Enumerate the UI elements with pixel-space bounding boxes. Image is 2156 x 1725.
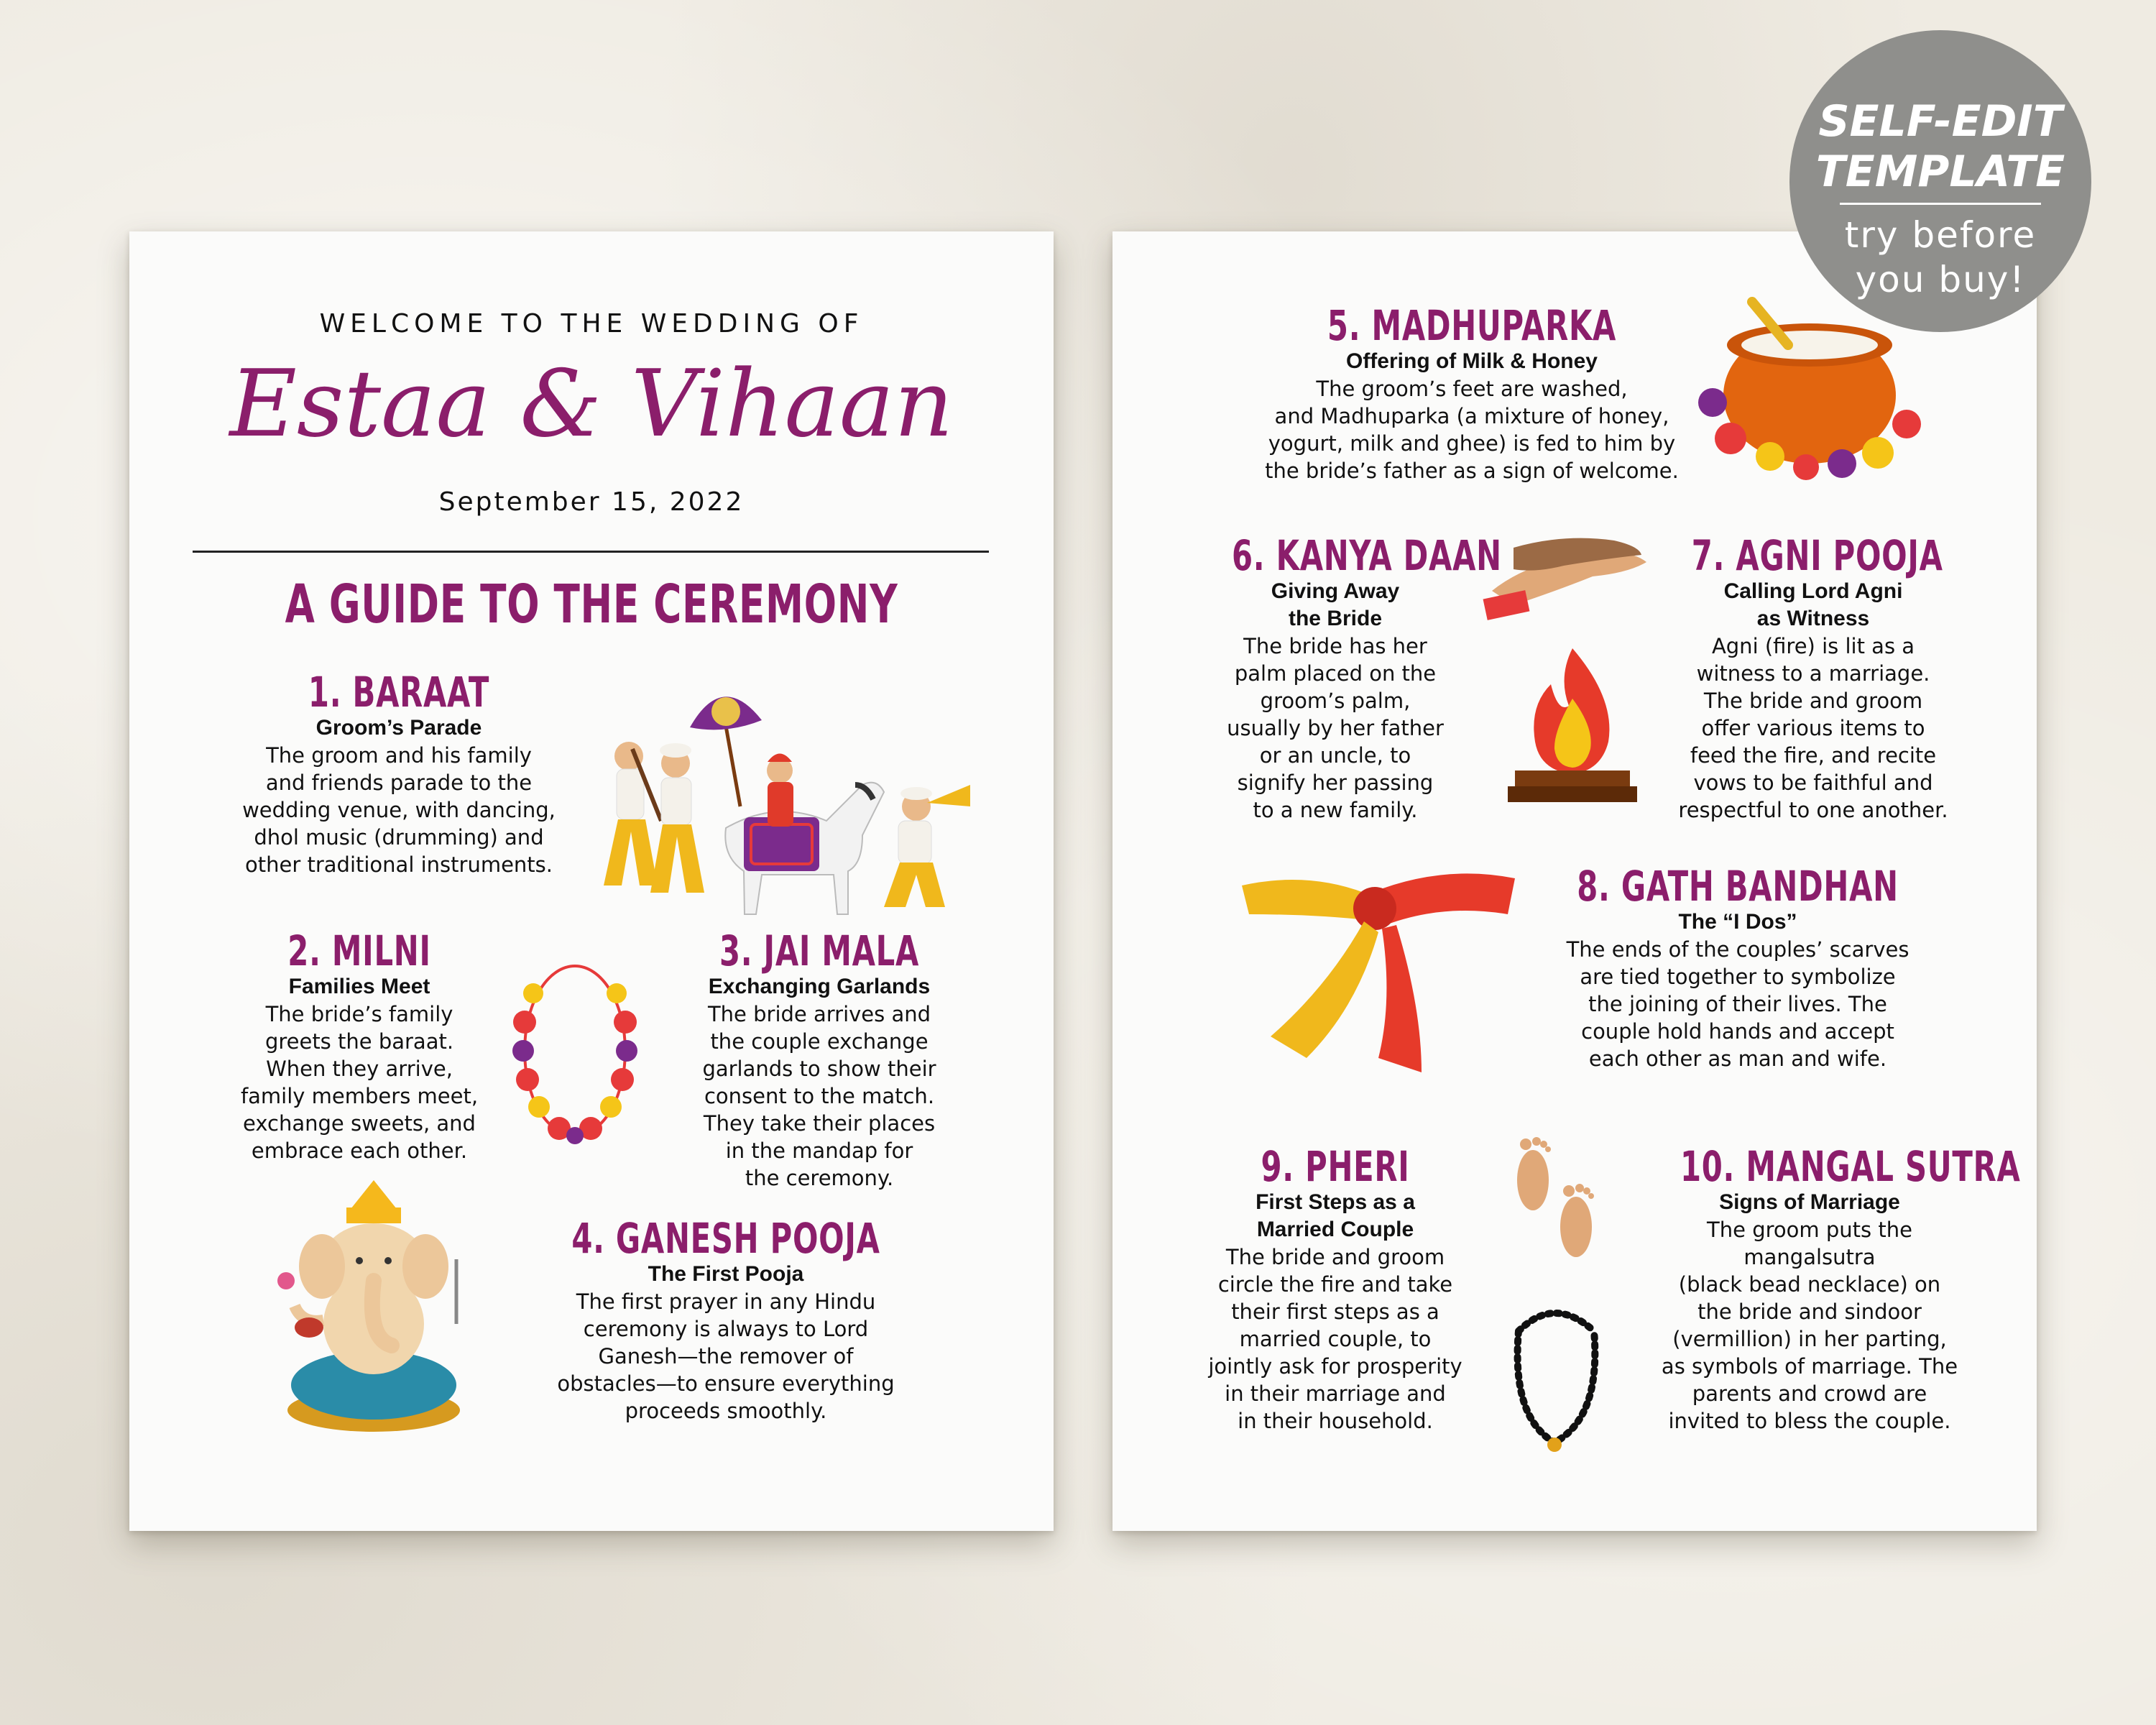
- section-title: 9. PHERI: [1261, 1142, 1410, 1191]
- section-body: The ends of the couples’ scarves are tied together to symbolize the joining of their lives. The couple hold hands and accept each other as man and wife.: [1566, 937, 1909, 1071]
- section-madhuparka: [1213, 303, 1731, 484]
- section-body: The first prayer in any Hindu ceremony is always to Lord Ganesh—the remover of obstacles—to ensure everything proceeds smoothly.: [557, 1289, 895, 1423]
- section-title: 5. MADHUPARKA: [1327, 301, 1617, 350]
- section-agni-pooja: [1644, 533, 1982, 824]
- divider: [193, 551, 989, 553]
- badge-line1: SELF-EDIT: [1818, 96, 2063, 147]
- section-title: 6. KANYA DAAN: [1232, 531, 1502, 580]
- section-subtitle: Groom’s Parade: [315, 716, 482, 740]
- black-bead-necklace-icon: [1504, 1288, 1612, 1460]
- section-title: 3. JAI MALA: [719, 926, 920, 975]
- couple-names: Estaa & Vihaan: [229, 351, 954, 458]
- section-ganesh-pooja: [503, 1216, 949, 1425]
- section-body: The bride’s family greets the baraat. When they arrive, family members meet, exchange sweets, and embrace each other.: [240, 1002, 479, 1163]
- section-body: The groom and his family and friends parade to the wedding venue, with dancing, dhol music (drumming) and other traditional instruments.: [242, 743, 556, 877]
- section-title: 4. GANESH POOJA: [571, 1214, 880, 1263]
- wedding-date: September 15, 2022: [438, 487, 745, 517]
- section-gath-bandhan: [1501, 864, 1975, 1072]
- section-subtitle: Families Meet: [288, 975, 430, 998]
- ganesh-icon: [266, 1180, 496, 1439]
- section-body: Agni (fire) is lit as a witness to a marriage. The bride and groom offer various items to feed the fire, and recite vows to be faithful and respectful to one another.: [1678, 634, 1948, 822]
- section-subtitle: The First Pooja: [648, 1262, 804, 1286]
- badge-line4: you buy!: [1855, 259, 2026, 300]
- section-subtitle: First Steps as a Married Couple: [1256, 1190, 1415, 1241]
- section-pheri: [1184, 1144, 1486, 1435]
- badge-divider: [1840, 203, 2041, 205]
- hands-icon: [1485, 533, 1650, 620]
- section-jai-mala: [661, 926, 977, 1192]
- section-body: The bride arrives and the couple exchange garlands to show their consent to the match. They take their places in the mandap for the ceremony.: [702, 1002, 936, 1190]
- badge-line3: try before: [1844, 214, 2037, 256]
- footprints-icon: [1501, 1123, 1608, 1274]
- baraat-parade-icon: [589, 677, 977, 914]
- section-subtitle: Signs of Marriage: [1719, 1190, 1900, 1214]
- section-baraat: [198, 670, 600, 878]
- section-body: The groom’s feet are washed, and Madhuparka (a mixture of honey, yogurt, milk and ghee) is fed to him by the bride’s father as a sign of welcome.: [1265, 377, 1679, 483]
- section-subtitle: The “I Dos”: [1678, 910, 1797, 934]
- program-card-left: [129, 231, 1054, 1531]
- section-mangal-sutra: [1630, 1142, 2021, 1435]
- section-body: The bride has her palm placed on the groom’s palm, usually by her father or an uncle, to signify her passing to a new family.: [1227, 634, 1444, 822]
- section-title: 7. AGNI POOJA: [1691, 531, 1943, 580]
- section-body: The bride and groom circle the fire and take their first steps as a married couple, to jointly ask for prosperity in their marriage and in their household.: [1208, 1245, 1462, 1433]
- tied-scarves-icon: [1242, 864, 1515, 1080]
- badge-line2: TEMPLATE: [1815, 147, 2065, 197]
- section-subtitle: Offering of Milk & Honey: [1345, 349, 1598, 373]
- section-title: 8. GATH BANDHAN: [1577, 862, 1899, 911]
- self-edit-badge: [1789, 30, 2091, 332]
- section-subtitle: Calling Lord Agni as Witness: [1723, 579, 1903, 630]
- section-title: 1. BARAAT: [308, 668, 490, 717]
- section-title: 10. MANGAL SUTRA: [1680, 1142, 2021, 1191]
- welcome-line: WELCOME TO THE WEDDING OF: [319, 309, 864, 339]
- guide-title: A GUIDE TO THE CEREMONY: [285, 574, 898, 635]
- section-subtitle: Giving Away the Bride: [1271, 579, 1400, 630]
- section-title: 2. MILNI: [287, 926, 431, 975]
- section-kanya-daan: [1192, 531, 1502, 824]
- section-milni: [208, 926, 510, 1164]
- section-subtitle: Exchanging Garlands: [708, 975, 931, 998]
- sacred-fire-icon: [1501, 641, 1644, 814]
- program-card-right: [1112, 231, 2037, 1531]
- flower-garland-icon: [503, 943, 647, 1151]
- section-body: The groom puts the mangalsutra (black bead necklace) on the bride and sindoor (vermillion) in her parting, as symbols of marriage. The parents and crowd are invited to bless the couple.: [1661, 1218, 1958, 1433]
